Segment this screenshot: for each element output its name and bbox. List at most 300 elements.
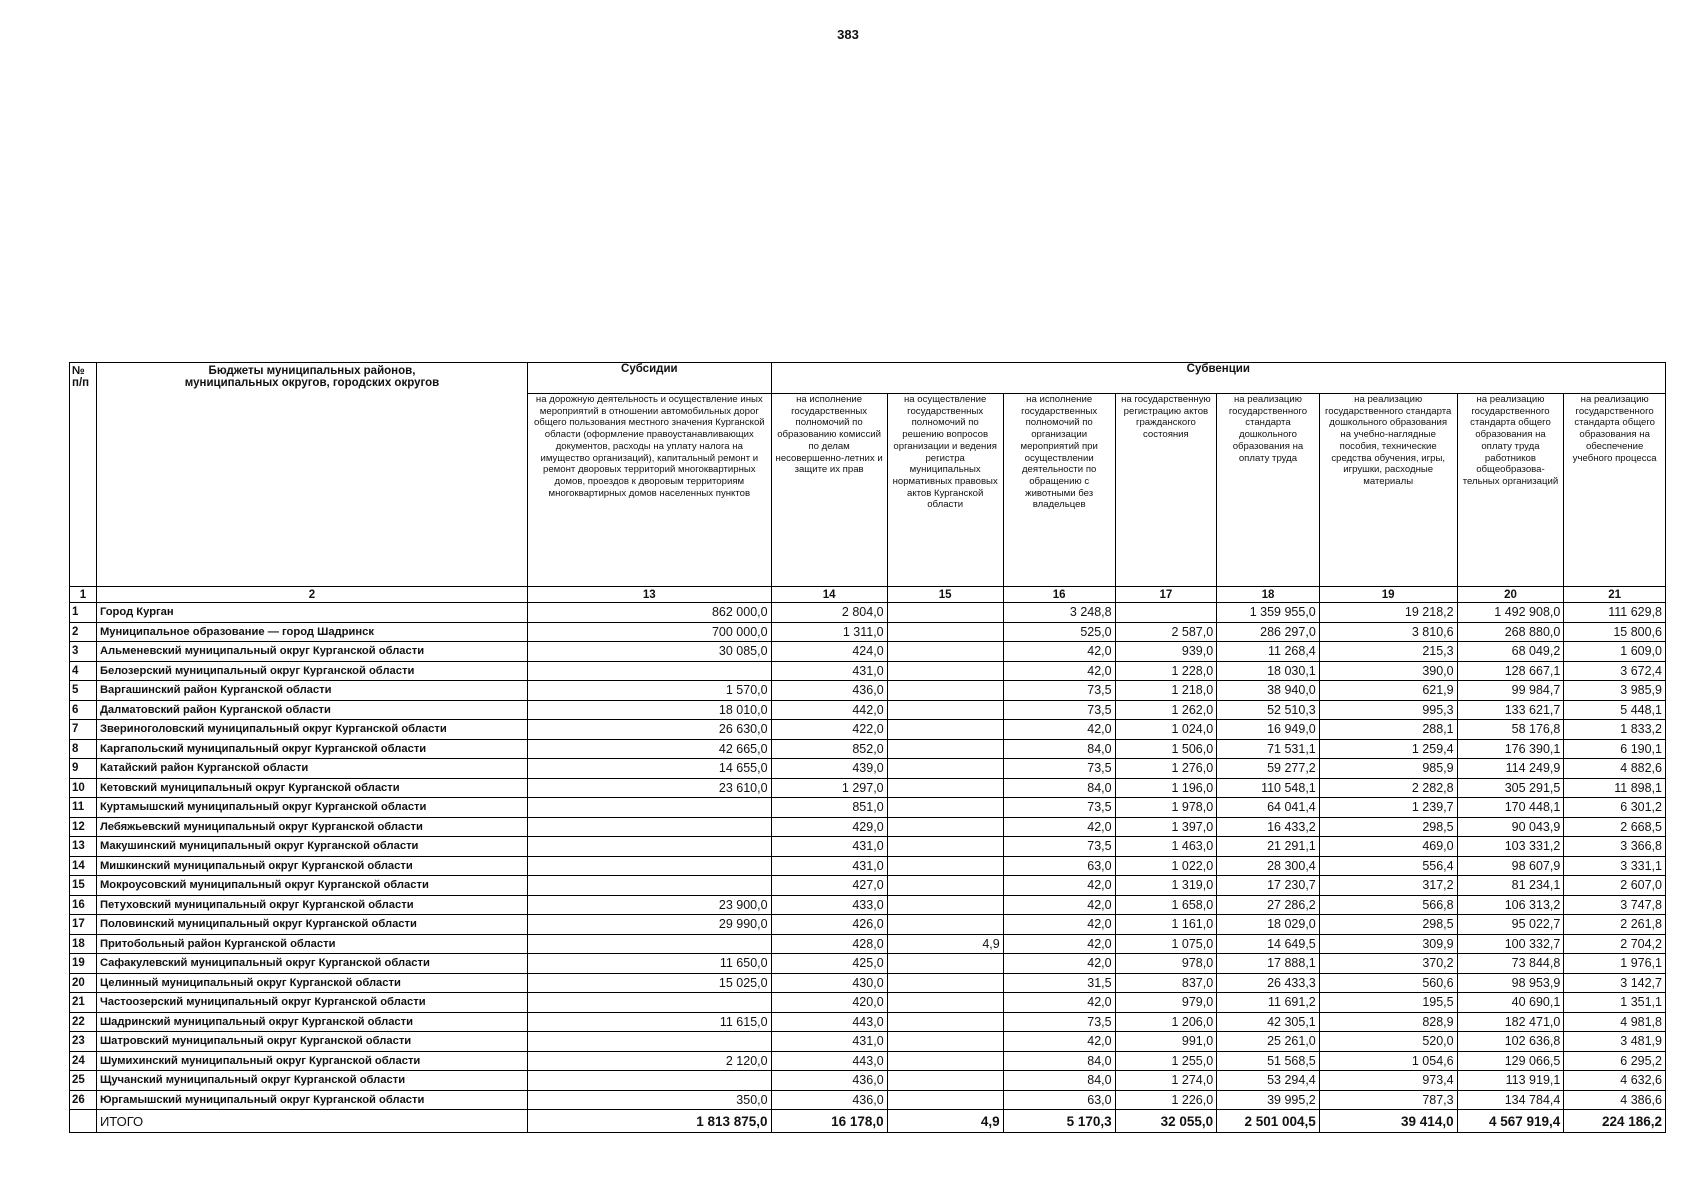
cell-c14: 431,0 bbox=[771, 837, 887, 857]
cell-c18: 17 230,7 bbox=[1217, 876, 1320, 896]
cell-c15 bbox=[887, 759, 1003, 779]
cell-c18: 16 433,2 bbox=[1217, 817, 1320, 837]
row-number: 19 bbox=[70, 954, 97, 974]
col-16-description: на исполнение государственных полномочий по организации мероприятий при осуществлении деятельности по обращению с животными без владельцев bbox=[1003, 394, 1115, 587]
cell-c18: 21 291,1 bbox=[1217, 837, 1320, 857]
cell-c15 bbox=[887, 661, 1003, 681]
cell-c13: 700 000,0 bbox=[528, 622, 772, 642]
col-18-description: на реализацию государственного стандарта дошкольного образования на оплату труда bbox=[1217, 394, 1320, 587]
column-number: 15 bbox=[887, 587, 1003, 603]
cell-c19: 1 259,4 bbox=[1319, 739, 1457, 759]
cell-c19: 370,2 bbox=[1319, 954, 1457, 974]
cell-c19: 828,9 bbox=[1319, 1012, 1457, 1032]
budget-name: Лебяжьевский муниципальный округ Курганской области bbox=[96, 817, 527, 837]
cell-c14: 436,0 bbox=[771, 1090, 887, 1110]
table-row bbox=[70, 993, 1666, 1013]
cell-c14: 1 311,0 bbox=[771, 622, 887, 642]
row-number: 15 bbox=[70, 876, 97, 896]
cell-c20: 73 844,8 bbox=[1457, 954, 1564, 974]
table-row bbox=[70, 700, 1666, 720]
cell-c16: 73,5 bbox=[1003, 759, 1115, 779]
row-number: 26 bbox=[70, 1090, 97, 1110]
budget-name: Целинный муниципальный округ Курганской области bbox=[96, 973, 527, 993]
cell-c19: 298,5 bbox=[1319, 915, 1457, 935]
cell-c18: 16 949,0 bbox=[1217, 720, 1320, 740]
row-number: 11 bbox=[70, 798, 97, 818]
row-number: 3 bbox=[70, 642, 97, 662]
cell-c21: 2 668,5 bbox=[1564, 817, 1666, 837]
cell-c20: 103 331,2 bbox=[1457, 837, 1564, 857]
total-value: 39 414,0 bbox=[1319, 1110, 1457, 1133]
table-row bbox=[70, 1051, 1666, 1071]
budget-name: Белозерский муниципальный округ Курганской области bbox=[96, 661, 527, 681]
total-value: 4 567 919,4 bbox=[1457, 1110, 1564, 1133]
cell-c17: 979,0 bbox=[1115, 993, 1217, 1013]
cell-c17: 1 075,0 bbox=[1115, 934, 1217, 954]
cell-c17: 1 262,0 bbox=[1115, 700, 1217, 720]
cell-c18: 26 433,3 bbox=[1217, 973, 1320, 993]
cell-c20: 99 984,7 bbox=[1457, 681, 1564, 701]
cell-c14: 429,0 bbox=[771, 817, 887, 837]
cell-c15 bbox=[887, 973, 1003, 993]
cell-c21: 3 331,1 bbox=[1564, 856, 1666, 876]
cell-c19: 560,6 bbox=[1319, 973, 1457, 993]
table-row bbox=[70, 954, 1666, 974]
cell-c20: 176 390,1 bbox=[1457, 739, 1564, 759]
table-row bbox=[70, 856, 1666, 876]
cell-c18: 71 531,1 bbox=[1217, 739, 1320, 759]
budget-name: Шумихинский муниципальный округ Курганской области bbox=[96, 1051, 527, 1071]
cell-c17 bbox=[1115, 603, 1217, 623]
cell-c15 bbox=[887, 622, 1003, 642]
column-number: 18 bbox=[1217, 587, 1320, 603]
cell-c19: 309,9 bbox=[1319, 934, 1457, 954]
cell-c21: 3 985,9 bbox=[1564, 681, 1666, 701]
cell-c21: 2 607,0 bbox=[1564, 876, 1666, 896]
cell-c17: 1 506,0 bbox=[1115, 739, 1217, 759]
table-row bbox=[70, 1032, 1666, 1052]
col-14-description: на исполнение государственных полномочий по образованию комиссий по делам несовершенно-летних и защите их прав bbox=[771, 394, 887, 587]
cell-c13: 11 650,0 bbox=[528, 954, 772, 974]
cell-c21: 6 295,2 bbox=[1564, 1051, 1666, 1071]
cell-c20: 133 621,7 bbox=[1457, 700, 1564, 720]
cell-c17: 1 206,0 bbox=[1115, 1012, 1217, 1032]
cell-c19: 787,3 bbox=[1319, 1090, 1457, 1110]
row-number: 24 bbox=[70, 1051, 97, 1071]
total-value: 4,9 bbox=[887, 1110, 1003, 1133]
budget-name: Петуховский муниципальный округ Курганской области bbox=[96, 895, 527, 915]
cell-c19: 556,4 bbox=[1319, 856, 1457, 876]
cell-c21: 3 672,4 bbox=[1564, 661, 1666, 681]
budget-name: Звериноголовский муниципальный округ Курганской области bbox=[96, 720, 527, 740]
table-row bbox=[70, 1071, 1666, 1091]
cell-c21: 111 629,8 bbox=[1564, 603, 1666, 623]
cell-c15 bbox=[887, 876, 1003, 896]
table-row bbox=[70, 759, 1666, 779]
cell-c15 bbox=[887, 1090, 1003, 1110]
col-19-description: на реализацию государственного стандарта дошкольного образования на учебно-наглядные пособия, технические средства обучения, игры, игрушки, расходные материалы bbox=[1319, 394, 1457, 587]
cell-c19: 1 239,7 bbox=[1319, 798, 1457, 818]
cell-c14: 422,0 bbox=[771, 720, 887, 740]
cell-c21: 3 747,8 bbox=[1564, 895, 1666, 915]
budget-name: Сафакулевский муниципальный округ Курганской области bbox=[96, 954, 527, 974]
column-number: 2 bbox=[96, 587, 527, 603]
cell-c15 bbox=[887, 700, 1003, 720]
cell-c14: 2 804,0 bbox=[771, 603, 887, 623]
cell-c21: 5 448,1 bbox=[1564, 700, 1666, 720]
row-number: 14 bbox=[70, 856, 97, 876]
cell-c14: 425,0 bbox=[771, 954, 887, 974]
cell-c16: 42,0 bbox=[1003, 934, 1115, 954]
budget-name: Мокроусовский муниципальный округ Курганской области bbox=[96, 876, 527, 896]
cell-c16: 84,0 bbox=[1003, 1051, 1115, 1071]
col-13-description: на дорожную деятельность и осуществление иных мероприятий в отношении автомобильных дорог общего пользования местного значения Курганской области (оформление правоустанавливающих документов, расходы на уплату налога на имущество организаций), капитальный ремонт и ремонт дворовых территорий многоквартирных домов, проездов к дворовым территориям многоквартирных домов населенных пунктов bbox=[528, 394, 772, 587]
cell-c17: 1 196,0 bbox=[1115, 778, 1217, 798]
cell-c17: 1 658,0 bbox=[1115, 895, 1217, 915]
cell-c18: 51 568,5 bbox=[1217, 1051, 1320, 1071]
budget-name: Город Курган bbox=[96, 603, 527, 623]
cell-c13 bbox=[528, 1032, 772, 1052]
cell-c15 bbox=[887, 739, 1003, 759]
cell-c16: 84,0 bbox=[1003, 1071, 1115, 1091]
row-number: 9 bbox=[70, 759, 97, 779]
cell-c14: 431,0 bbox=[771, 661, 887, 681]
cell-c16: 525,0 bbox=[1003, 622, 1115, 642]
col-20-description: на реализацию государственного стандарта общего образования на оплату труда работников общеобразова-тельных организаций bbox=[1457, 394, 1564, 587]
cell-c20: 268 880,0 bbox=[1457, 622, 1564, 642]
col-21-description: на реализацию государственного стандарта общего образования на обеспечение учебного процесса bbox=[1564, 394, 1666, 587]
cell-c19: 995,3 bbox=[1319, 700, 1457, 720]
cell-c18: 1 359 955,0 bbox=[1217, 603, 1320, 623]
cell-c17: 1 276,0 bbox=[1115, 759, 1217, 779]
row-number: 17 bbox=[70, 915, 97, 935]
cell-c21: 3 481,9 bbox=[1564, 1032, 1666, 1052]
cell-c20: 129 066,5 bbox=[1457, 1051, 1564, 1071]
cell-c13: 11 615,0 bbox=[528, 1012, 772, 1032]
cell-c19: 195,5 bbox=[1319, 993, 1457, 1013]
cell-c19: 621,9 bbox=[1319, 681, 1457, 701]
cell-c13: 15 025,0 bbox=[528, 973, 772, 993]
cell-c19: 566,8 bbox=[1319, 895, 1457, 915]
cell-c14: 428,0 bbox=[771, 934, 887, 954]
row-number: 25 bbox=[70, 1071, 97, 1091]
row-number: 6 bbox=[70, 700, 97, 720]
cell-c17: 1 397,0 bbox=[1115, 817, 1217, 837]
row-number-header: № п/п bbox=[70, 363, 97, 587]
cell-c17: 991,0 bbox=[1115, 1032, 1217, 1052]
col-17-description: на государственную регистрацию актов гражданского состояния bbox=[1115, 394, 1217, 587]
cell-c14: 431,0 bbox=[771, 856, 887, 876]
cell-c17: 1 319,0 bbox=[1115, 876, 1217, 896]
column-number: 19 bbox=[1319, 587, 1457, 603]
cell-c19: 1 054,6 bbox=[1319, 1051, 1457, 1071]
cell-c15 bbox=[887, 1071, 1003, 1091]
cell-c14: 436,0 bbox=[771, 1071, 887, 1091]
cell-c21: 4 386,6 bbox=[1564, 1090, 1666, 1110]
total-label: ИТОГО bbox=[96, 1110, 527, 1133]
cell-c21: 3 142,7 bbox=[1564, 973, 1666, 993]
cell-c17: 1 274,0 bbox=[1115, 1071, 1217, 1091]
cell-c13 bbox=[528, 798, 772, 818]
cell-c18: 59 277,2 bbox=[1217, 759, 1320, 779]
cell-c13: 1 570,0 bbox=[528, 681, 772, 701]
column-numbers-row bbox=[70, 587, 1666, 603]
cell-c13 bbox=[528, 661, 772, 681]
cell-c19: 469,0 bbox=[1319, 837, 1457, 857]
budget-name: Варгашинский район Курганской области bbox=[96, 681, 527, 701]
table-row bbox=[70, 876, 1666, 896]
cell-c15 bbox=[887, 778, 1003, 798]
table-row bbox=[70, 661, 1666, 681]
cell-c21: 4 981,8 bbox=[1564, 1012, 1666, 1032]
cell-c13: 30 085,0 bbox=[528, 642, 772, 662]
table-row bbox=[70, 837, 1666, 857]
cell-c16: 63,0 bbox=[1003, 856, 1115, 876]
budget-table bbox=[69, 362, 1666, 1133]
cell-c21: 2 704,2 bbox=[1564, 934, 1666, 954]
cell-c14: 442,0 bbox=[771, 700, 887, 720]
cell-c14: 439,0 bbox=[771, 759, 887, 779]
column-number: 14 bbox=[771, 587, 887, 603]
table-row bbox=[70, 739, 1666, 759]
cell-c18: 42 305,1 bbox=[1217, 1012, 1320, 1032]
cell-c13 bbox=[528, 1071, 772, 1091]
cell-c15 bbox=[887, 642, 1003, 662]
cell-c13 bbox=[528, 856, 772, 876]
table-header bbox=[70, 363, 1666, 603]
total-value: 32 055,0 bbox=[1115, 1110, 1217, 1133]
column-number: 16 bbox=[1003, 587, 1115, 603]
budget-name: Каргапольский муниципальный округ Курганской области bbox=[96, 739, 527, 759]
cell-c21: 6 190,1 bbox=[1564, 739, 1666, 759]
cell-c14: 431,0 bbox=[771, 1032, 887, 1052]
total-value: 16 178,0 bbox=[771, 1110, 887, 1133]
cell-c16: 42,0 bbox=[1003, 954, 1115, 974]
cell-c17: 1 218,0 bbox=[1115, 681, 1217, 701]
cell-c13: 23 610,0 bbox=[528, 778, 772, 798]
cell-c19: 2 282,8 bbox=[1319, 778, 1457, 798]
table-row bbox=[70, 778, 1666, 798]
budget-name: Шадринский муниципальный округ Курганской области bbox=[96, 1012, 527, 1032]
budget-name: Юргамышский муниципальный округ Курганской области bbox=[96, 1090, 527, 1110]
cell-c13 bbox=[528, 993, 772, 1013]
cell-c16: 3 248,8 bbox=[1003, 603, 1115, 623]
cell-c15 bbox=[887, 993, 1003, 1013]
budget-name: Альменевский муниципальный округ Курганской области bbox=[96, 642, 527, 662]
cell-c14: 851,0 bbox=[771, 798, 887, 818]
cell-c19: 298,5 bbox=[1319, 817, 1457, 837]
cell-c19: 973,4 bbox=[1319, 1071, 1457, 1091]
budget-name: Куртамышский муниципальный округ Курганской области bbox=[96, 798, 527, 818]
row-number: 21 bbox=[70, 993, 97, 1013]
cell-c16: 42,0 bbox=[1003, 1032, 1115, 1052]
table-row bbox=[70, 603, 1666, 623]
cell-c16: 42,0 bbox=[1003, 993, 1115, 1013]
cell-c15 bbox=[887, 603, 1003, 623]
cell-c21: 4 632,6 bbox=[1564, 1071, 1666, 1091]
cell-c20: 106 313,2 bbox=[1457, 895, 1564, 915]
table-body bbox=[70, 603, 1666, 1110]
cell-c16: 42,0 bbox=[1003, 661, 1115, 681]
total-value: 2 501 004,5 bbox=[1217, 1110, 1320, 1133]
cell-c15 bbox=[887, 720, 1003, 740]
page-number: 383 bbox=[837, 27, 859, 42]
cell-c16: 73,5 bbox=[1003, 681, 1115, 701]
cell-c16: 42,0 bbox=[1003, 720, 1115, 740]
cell-c18: 38 940,0 bbox=[1217, 681, 1320, 701]
cell-c13: 23 900,0 bbox=[528, 895, 772, 915]
cell-c20: 81 234,1 bbox=[1457, 876, 1564, 896]
cell-c17: 1 161,0 bbox=[1115, 915, 1217, 935]
cell-c13: 29 990,0 bbox=[528, 915, 772, 935]
cell-c17: 978,0 bbox=[1115, 954, 1217, 974]
cell-c17: 2 587,0 bbox=[1115, 622, 1217, 642]
cell-c17: 1 463,0 bbox=[1115, 837, 1217, 857]
subsidies-header: Субсидии bbox=[528, 363, 772, 394]
cell-c19: 19 218,2 bbox=[1319, 603, 1457, 623]
cell-c15: 4,9 bbox=[887, 934, 1003, 954]
cell-c18: 52 510,3 bbox=[1217, 700, 1320, 720]
cell-c20: 134 784,4 bbox=[1457, 1090, 1564, 1110]
cell-c16: 42,0 bbox=[1003, 895, 1115, 915]
col-15-description: на осуществление государственных полномочий по решению вопросов организации и ведения регистра муниципальных нормативных правовых актов Курганской области bbox=[887, 394, 1003, 587]
cell-c17: 1 978,0 bbox=[1115, 798, 1217, 818]
cell-c20: 170 448,1 bbox=[1457, 798, 1564, 818]
cell-c19: 215,3 bbox=[1319, 642, 1457, 662]
cell-c20: 305 291,5 bbox=[1457, 778, 1564, 798]
cell-c18: 27 286,2 bbox=[1217, 895, 1320, 915]
budget-name: Частоозерский муниципальный округ Курганской области bbox=[96, 993, 527, 1013]
cell-c17: 1 226,0 bbox=[1115, 1090, 1217, 1110]
row-number: 23 bbox=[70, 1032, 97, 1052]
total-value: 224 186,2 bbox=[1564, 1110, 1666, 1133]
cell-c16: 42,0 bbox=[1003, 876, 1115, 896]
cell-c21: 6 301,2 bbox=[1564, 798, 1666, 818]
column-number: 20 bbox=[1457, 587, 1564, 603]
row-number: 1 bbox=[70, 603, 97, 623]
cell-c17: 1 022,0 bbox=[1115, 856, 1217, 876]
row-number: 10 bbox=[70, 778, 97, 798]
cell-c14: 443,0 bbox=[771, 1051, 887, 1071]
cell-c14: 852,0 bbox=[771, 739, 887, 759]
budget-name: Шатровский муниципальный округ Курганской области bbox=[96, 1032, 527, 1052]
cell-c16: 63,0 bbox=[1003, 1090, 1115, 1110]
cell-c20: 40 690,1 bbox=[1457, 993, 1564, 1013]
table-row bbox=[70, 1012, 1666, 1032]
cell-c16: 73,5 bbox=[1003, 837, 1115, 857]
cell-c20: 68 049,2 bbox=[1457, 642, 1564, 662]
cell-c19: 985,9 bbox=[1319, 759, 1457, 779]
table-row bbox=[70, 622, 1666, 642]
cell-c14: 433,0 bbox=[771, 895, 887, 915]
cell-c18: 39 995,2 bbox=[1217, 1090, 1320, 1110]
table-row bbox=[70, 1090, 1666, 1110]
total-value: 5 170,3 bbox=[1003, 1110, 1115, 1133]
cell-c16: 73,5 bbox=[1003, 798, 1115, 818]
budget-name: Мишкинский муниципальный округ Курганской области bbox=[96, 856, 527, 876]
cell-c20: 1 492 908,0 bbox=[1457, 603, 1564, 623]
row-number: 20 bbox=[70, 973, 97, 993]
row-number: 12 bbox=[70, 817, 97, 837]
cell-c13 bbox=[528, 837, 772, 857]
cell-c15 bbox=[887, 817, 1003, 837]
cell-c13 bbox=[528, 934, 772, 954]
cell-c20: 114 249,9 bbox=[1457, 759, 1564, 779]
cell-c18: 11 268,4 bbox=[1217, 642, 1320, 662]
cell-c21: 1 833,2 bbox=[1564, 720, 1666, 740]
cell-c18: 17 888,1 bbox=[1217, 954, 1320, 974]
row-number: 7 bbox=[70, 720, 97, 740]
cell-c16: 42,0 bbox=[1003, 642, 1115, 662]
cell-c16: 73,5 bbox=[1003, 1012, 1115, 1032]
column-number: 17 bbox=[1115, 587, 1217, 603]
table-footer bbox=[70, 1110, 1666, 1133]
cell-c20: 90 043,9 bbox=[1457, 817, 1564, 837]
total-value: 1 813 875,0 bbox=[528, 1110, 772, 1133]
total-row-number bbox=[70, 1110, 97, 1133]
budget-name: Щучанский муниципальный округ Курганской области bbox=[96, 1071, 527, 1091]
cell-c21: 1 351,1 bbox=[1564, 993, 1666, 1013]
budget-name: Кетовский муниципальный округ Курганской области bbox=[96, 778, 527, 798]
cell-c13 bbox=[528, 817, 772, 837]
row-number: 22 bbox=[70, 1012, 97, 1032]
cell-c14: 443,0 bbox=[771, 1012, 887, 1032]
table-row bbox=[70, 973, 1666, 993]
row-number: 2 bbox=[70, 622, 97, 642]
row-number: 5 bbox=[70, 681, 97, 701]
cell-c21: 1 609,0 bbox=[1564, 642, 1666, 662]
cell-c15 bbox=[887, 837, 1003, 857]
cell-c15 bbox=[887, 856, 1003, 876]
cell-c18: 64 041,4 bbox=[1217, 798, 1320, 818]
cell-c15 bbox=[887, 915, 1003, 935]
cell-c16: 42,0 bbox=[1003, 915, 1115, 935]
cell-c21: 4 882,6 bbox=[1564, 759, 1666, 779]
cell-c18: 53 294,4 bbox=[1217, 1071, 1320, 1091]
row-number: 8 bbox=[70, 739, 97, 759]
column-number: 1 bbox=[70, 587, 97, 603]
table-row bbox=[70, 895, 1666, 915]
cell-c18: 14 649,5 bbox=[1217, 934, 1320, 954]
cell-c18: 18 029,0 bbox=[1217, 915, 1320, 935]
total-row bbox=[70, 1110, 1666, 1133]
cell-c20: 98 607,9 bbox=[1457, 856, 1564, 876]
cell-c19: 390,0 bbox=[1319, 661, 1457, 681]
cell-c14: 424,0 bbox=[771, 642, 887, 662]
cell-c15 bbox=[887, 798, 1003, 818]
cell-c15 bbox=[887, 1012, 1003, 1032]
row-number: 16 bbox=[70, 895, 97, 915]
cell-c21: 1 976,1 bbox=[1564, 954, 1666, 974]
cell-c13: 2 120,0 bbox=[528, 1051, 772, 1071]
cell-c16: 42,0 bbox=[1003, 817, 1115, 837]
cell-c16: 73,5 bbox=[1003, 700, 1115, 720]
budget-name: Притобольный район Курганской области bbox=[96, 934, 527, 954]
table-row bbox=[70, 681, 1666, 701]
cell-c18: 11 691,2 bbox=[1217, 993, 1320, 1013]
column-number: 21 bbox=[1564, 587, 1666, 603]
cell-c19: 317,2 bbox=[1319, 876, 1457, 896]
cell-c13: 350,0 bbox=[528, 1090, 772, 1110]
budget-name: Половинский муниципальный округ Курганской области bbox=[96, 915, 527, 935]
cell-c20: 100 332,7 bbox=[1457, 934, 1564, 954]
cell-c18: 18 030,1 bbox=[1217, 661, 1320, 681]
row-number: 4 bbox=[70, 661, 97, 681]
cell-c13 bbox=[528, 876, 772, 896]
cell-c15 bbox=[887, 954, 1003, 974]
cell-c15 bbox=[887, 1032, 1003, 1052]
cell-c14: 436,0 bbox=[771, 681, 887, 701]
